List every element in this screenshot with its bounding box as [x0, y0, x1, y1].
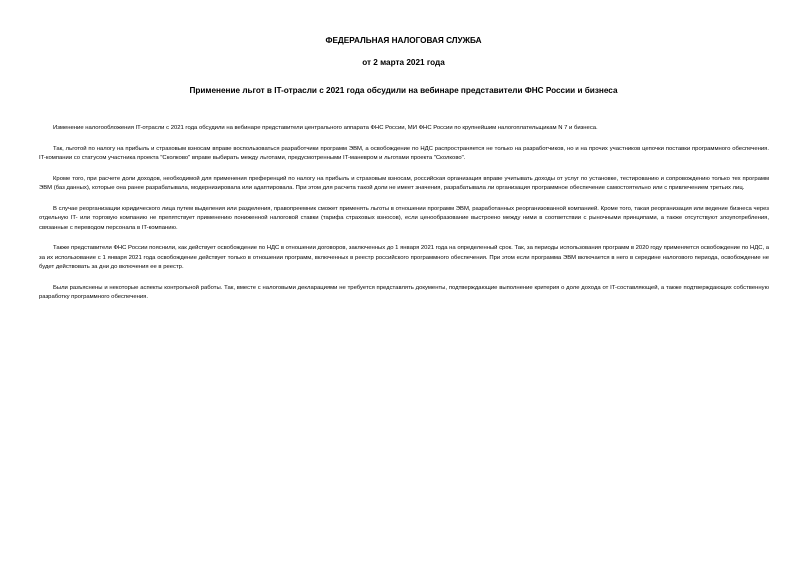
paragraph: Кроме того, при расчете доли доходов, необходимой для применения преференций по налогу на прибыль и страховым взносам, российская организация вправе учитывать доходы от услуг по установке, тестированию и сопровождению только тех программ ЭВМ (баз данных), которые она ранее разрабатывала, модернизировала или адаптировала. При этом для расчета такой доли не имеет значения, разрабатывала ли организация программное обеспечение самостоятельно или с привлечением третьих лиц.: [39, 175, 769, 191]
document-title: Применение льгот в IT-отрасли с 2021 года обсудили на вебинаре представители ФНС России и бизнеса: [189, 86, 618, 95]
paragraph: В случае реорганизации юридического лица путем выделения или разделения, правопреемник сможет применять льготы в отношении программ ЭВМ, разработанных реорганизованной компанией. Кроме того, такая реорганизация или ведение бизнеса через отдельную IT- или торговую компанию не препятствует применению пониженной налоговой ставки (тарифа страховых взносов), если ценообразование выстроено между ними в соответствии с рыночными принципами, а также отсутствуют злоупотребления, связанные с переводом персонала в IT-компанию.: [39, 205, 769, 231]
document-body: [39, 124, 769, 314]
paragraph: Изменение налогообложения IT-отрасли с 2021 года обсудили на вебинаре представители центрального аппарата ФНС России, МИ ФНС России по крупнейшим налогоплательщикам N 7 и бизнеса.: [53, 125, 598, 131]
paragraph: Так, льготой по налогу на прибыль и страховым взносам вправе воспользоваться разработчики программ ЭВМ, а освобождение по НДС распространяется не только на разработчиков, но и на прочих участников цепочки поставки программного обеспечения. IT-компании со статусом участника проекта "Сколково" вправе выбирать между льготами, предусмотренными IT-маневром и льготами проекта "Сколково".: [39, 145, 769, 161]
organization-heading: ФЕДЕРАЛЬНАЯ НАЛОГОВАЯ СЛУЖБА: [325, 36, 482, 45]
document-date: от 2 марта 2021 года: [362, 58, 445, 67]
paragraph: Были разъяснены и некоторые аспекты контрольной работы. Так, вместе с налоговыми декларациями не требуется представлять документы, подтверждающие выполнение критерия о доле дохода от IT-составляющей, а также подтверждающих собственную разработку программного обеспечения.: [39, 284, 769, 300]
paragraph: Также представители ФНС России пояснили, как действует освобождение по НДС в отношении договоров, заключенных до 1 января 2021 года на определенный срок. Так, за периоды использования программ в 2020 году применяется освобождение по НДС, а за их использование с 1 января 2021 года освобождение действует только в отношении программ, включенных в реестр российского программного обеспечения. При этом если программа ЭВМ включается в него в середине налогового периода, освобождение не будет действовать за дни до включения ее в реестр.: [39, 245, 769, 270]
